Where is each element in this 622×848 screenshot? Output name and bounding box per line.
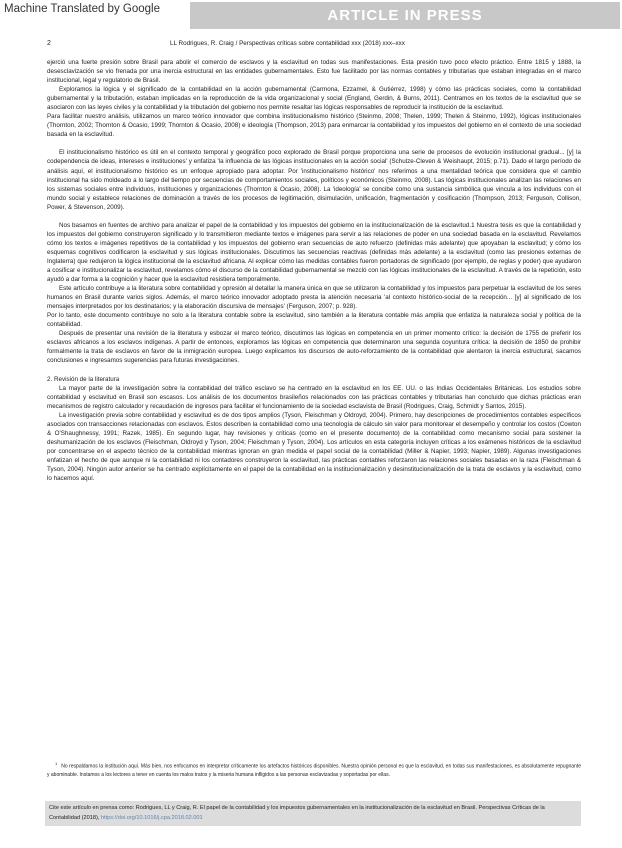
paragraph: Nos basamos en fuentes de archivo para analizar el papel de la contabilidad y los impuestos del gobierno en la institucionalización de la esclavitud.1 Nuestra tesis es que la contabilidad y los impuestos del gobierno construyeron significado y lo transmitieron mediante textos e imágenes para servir a las relaciones de poder en una sociedad basada en la esclavitud. Revelamos cómo los textos e imágenes repetitivos de la contabilidad y los impuestos del gobierno eran secuencias de auto refuerzo (definidas más adelante) que apoyaban la esclavitud; y cómo los esquemas cognitivos codificaron la esclavitud y sus lógicas institucionales. Discutimos las secuencias reactivas (definidas más adelante) a la esclavitud (como las presiones externas de Inglaterra) que redujeron la lógica institucional de la esclavitud africana. Al explicar cómo las medidas contables fueron portadoras de significado (por ejemplo, de reglas y poder) que ayudaron a cosificar e institucionalizar la esclavitud, revelamos cómo el discurso de la contabilidad gubernamental se mezcló con las lógicas institucionales de la esclavitud. A través de la repetición, esto ayudó a dar forma a la cognición y hacer que la esclavitud resistiera temporalmente. [47, 221, 581, 284]
citation-box [45, 801, 581, 826]
footnote [47, 760, 581, 780]
paragraph-gap [47, 212, 581, 221]
paragraph: Exploramos la lógica y el significado de la contabilidad en la acción gubernamental (Carmona, Ezzamel, & Gutiérrez, 1998) y cómo las prácticas sociales, como la contabilidad gubernamental y la tributación, estaban implicadas en la reproducción de la vida organizacional y social (England, Gerdin, & Burns, 2011). Centramos en los textos de la esclavitud que se asociaron con las leyes civiles y la contabilidad y la tributación del gobierno nos permite resaltar las lógicas responsables de reproducir la institución de la esclavitud. [47, 86, 581, 112]
running-head: LL Rodrigues, R. Craig / Perspectivas críticas sobre contabilidad xxx (2018) xxx–xxx [170, 40, 405, 47]
doi-link[interactable]: https://doi.org/10.1016/j.cpa.2018.02.001 [100, 814, 203, 821]
citation-text: Cite este artículo en prensa como: Rodrigues, LL y Craig, R. El papel de la contabilidad y los impuestos gubernamentales en la institucionalización de la esclavitud en Brasil. Perspectivas Críticas de la Contabilidad (2018), [49, 805, 545, 821]
machine-translation-label: Machine Translated by Google [4, 3, 160, 15]
paragraph-gap [47, 366, 581, 375]
paragraph-gap [47, 139, 581, 148]
footnote-marker: 1 [55, 761, 58, 766]
section-heading: 2. Revisión de la literatura [47, 375, 120, 383]
footnote-body: No respaldamos la institución aquí. Más bien, nos enfocamos en interpretar críticamente los artefactos históricos disponibles. Nuestra opinión personal es que la esclavitud, en todas sus manifestaciones, es absolutamente repugnante y abominable. Instamos a los lectores a tener en cuenta los malos tratos y la miseria humana infligidos a las personas esclavizadas y soportadas por ellas. [47, 763, 581, 779]
paragraph: La investigación previa sobre contabilidad y esclavitud es de dos tipos amplios (Tyson, Fleischman y Oldroyd, 2004). Primero, hay descripciones de procedimientos contables específicos asociados con transacciones relacionadas con esclavos. Estos describen la contabilidad como una tecnología de cálculo sin valor para monitorear el desempeño y controlar los costos (Cowton & O'Shaughnessy, 1991; Razek, 1985). En segundo lugar, hay revisiones y críticas (como en el presente documento) de la contabilidad como mecanismo social para sostener la deshumanización de los esclavos (Fleischman, Oldroyd y Tyson, 2004; Fleischman y Tyson, 2004). Los artículos en esta categoría incluyen críticas a los exámenes históricos de la esclavitud por concentrarse en el aspecto técnico de la contabilidad mientras ignoran en gran medida el papel social de la contabilidad (Miller & Napier, 1993; Napier, 1989). Algunas investigaciones enfatizan el hecho de que aunque ni la contabilidad ni los contadores construyeron la esclavitud, las prácticas contables reforzaron las relaciones sociales basadas en la raza (Fleischman & Tyson, 2004). Ningún autor anterior se ha centrado explícitamente en el papel de la contabilidad en la institucionalización y desinstitucionalización de la trata de esclavos y la esclavitud, como lo hacemos aquí. [47, 411, 581, 483]
page-number: 2 [47, 40, 51, 47]
paragraph: Después de presentar una revisión de la literatura y esbozar el marco teórico, discutimos las lógicas en competencia en un primer momento crítico: la decisión de 1755 de preferir los esclavos africanos a los esclavos indígenas. A partir de entonces, exploramos las lógicas en competencia que determinaron una segunda coyuntura crítica: la decisión de 1850 de prohibir formalmente la trata de esclavos en favor de la inmigración europea. Luego explicamos los discursos de auto-reforzamiento de la contabilidad que alentaron la inercia estructural, sacamos conclusiones e ingresamos sugerencias para futuras investigaciones. [47, 330, 581, 365]
paragraph: Para facilitar nuestro análisis, utilizamos un marco teórico innovador que combina institucionalismo histórico (Steinmo, 2008; Thelen, 1999; Thelen & Steinmo, 1992), lógicas institucionales (Thornton, 2002; Thornton & Ocasio, 1999; Thornton & Ocasio, 2008) e ideología (Thompson, 2013) para enmarcar la contabilidad y los impuestos del gobierno en el contexto de una sociedad basada en la esclavitud. [47, 113, 581, 139]
paragraph: El institucionalismo histórico es útil en el contexto temporal y geográfico poco explorado de Brasil porque proporciona una serie de procesos de evolución institucional gradual... [y] la codependencia de ideas, intereses e instituciones' y enfatiza 'la influencia de las lógicas institucionales en la acción social' (Schulze-Cleven & Weishaupt, 2015; p.71). Dado el largo período de análisis aquí, el institucionalismo histórico es un enfoque apropiado para adoptar. Por 'institucionalismo histórico' nos referimos a una mentalidad teórica que considera que el cambio institucional ha sido moldeado a lo largo del tiempo por secuencias de comportamientos sociales, políticos y económicos (Steinmo, 2008). Las lógicas institucionales analizan las relaciones en los sistemas sociales entre individuos, instituciones y organizaciones (Thornton & Ocasio, 2008). La 'ideología' se concibe como una sustancia simbólica que vincula a los individuos con el mundo social y establece relaciones de dominación a través de los procesos de legitimación, disimulación, unificación, fragmentación y cosificación (Thompson, 2013; Ferguson, Collison, Power, & Stevenson, 2009). [47, 149, 581, 211]
paragraph: ejerció una fuerte presión sobre Brasil para abolir el comercio de esclavos y la esclavitud en todas sus manifestaciones. Esta presión tuvo poco efecto práctico. Entre 1815 y 1888, la desesclavización se vio frenada por una inercia estructural en las entidades gubernamentales. Esto fue facilitado por las normas contables y tributarias que estaban integradas en el marco institucional, legal y regulatorio de Brasil. [47, 59, 581, 85]
paragraph: Este artículo contribuye a la literatura sobre contabilidad y opresión al detallar la manera única en que se utilizaron la contabilidad y los impuestos para perpetuar la esclavitud de los seres humanos en Brasil durante varios siglos. Además, el marco teórico innovador adoptado presta la atención necesaria 'al contexto histórico-social de la recepción... [y] al significado de los mensajes interpretados por los destinatarios; y la elaboración discursiva de mensajes' (Ferguson, 2007; p. 928). [47, 285, 581, 311]
paragraph: La mayor parte de la investigación sobre la contabilidad del tráfico esclavo se ha centrado en la esclavitud en los EE. UU. o las Indias Occidentales Británicas. Los estudios sobre contabilidad y esclavitud en Brasil son escasos. Los análisis de los documentos brasileños relacionados con las prácticas contables y tributarias han concluido que dichas prácticas eran mecanismos de registro calculador y recaudación de ingresos para facilitar el funcionamiento de la sociedad esclavista de Brasil (Rodrigues, Craig, Schmidt y Santos, 2015). [47, 384, 581, 410]
article-body [47, 58, 581, 483]
article-in-press-banner: ARTICLE IN PRESS [190, 2, 620, 29]
paragraph: Por lo tanto, este documento contribuye no solo a la literatura contable sobre la esclavitud, sino también a la literatura contable más amplia que enfatiza la naturaleza social y política de la contabilidad. [47, 312, 581, 329]
footnote-text [47, 760, 581, 780]
